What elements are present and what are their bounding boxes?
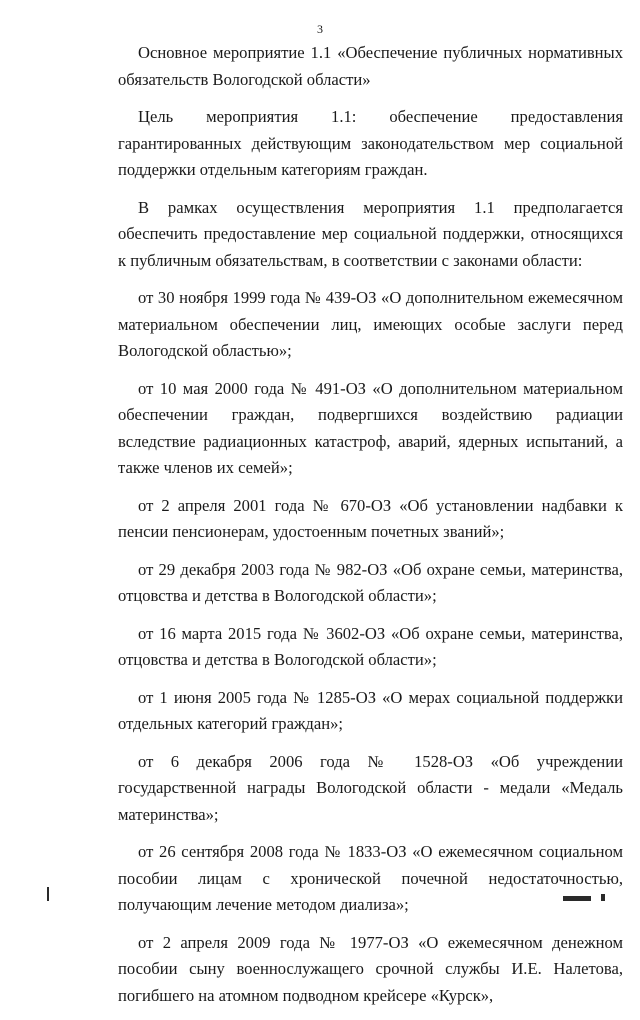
law-list-item: от 26 сентября 2008 года № 1833-ОЗ «О ежемесячном социальном пособии лицам с хронической почечной недостаточностью, получающим лечение методом диализа»; (118, 842, 623, 914)
law-list-item: от 16 марта 2015 года № 3602-ОЗ «Об охране семьи, материнства, отцовства и детства в Вологодской области»; (118, 623, 623, 669)
scan-mark-left (47, 887, 49, 901)
law-list-item: от 2 апреля 2009 года № 1977-ОЗ «О ежемесячном денежном пособии сыну военнослужащего срочной службы И.Е. Налетова, погибшего на атомном подводном крейсере «Курск», (118, 932, 623, 1005)
document-body (118, 40, 623, 1020)
paragraph-activity-goal: Цель мероприятия 1.1: обеспечение предоставления гарантированных действующим законодательством мер социальной поддержки отдельным категориям граждан. (118, 107, 623, 179)
law-list-item: от 1 июня 2005 года № 1285-ОЗ «О мерах социальной поддержки отдельных категорий граждан»; (118, 687, 623, 733)
paragraph-activity-scope: В рамках осуществления мероприятия 1.1 предполагается обеспечить предоставление мер социальной поддержки, относящихся к публичным обязательствам, в соответствии с законами области: (118, 197, 623, 270)
page-number: 3 (317, 22, 323, 36)
law-list-item: от 6 декабря 2006 года № 1528-ОЗ «Об учреждении государственной награды Вологодской области - медали «Медаль материнства»; (118, 751, 623, 824)
paragraph-main-activity: Основное мероприятие 1.1 «Обеспечение публичных нормативных обязательств Вологодской области» (118, 43, 623, 89)
law-list-item: от 10 мая 2000 года № 491-ОЗ «О дополнительном материальном обеспечении граждан, подвергшихся воздействию радиации вследствие радиационных катастроф, аварий, ядерных испытаний, а также членов их семей»; (118, 378, 623, 477)
law-list-item: от 30 ноября 1999 года № 439-ОЗ «О дополнительном ежемесячном материальном обеспечении лиц, имеющих особые заслуги перед Вологодской областью»; (118, 288, 623, 360)
law-list-item: от 29 декабря 2003 года № 982-ОЗ «Об охране семьи, материнства, отцовства и детства в Вологодской области»; (118, 559, 623, 605)
law-list-item: от 2 апреля 2001 года № 670-ОЗ «Об установлении надбавки к пенсии пенсионерам, удостоенным почетных званий»; (118, 495, 623, 541)
